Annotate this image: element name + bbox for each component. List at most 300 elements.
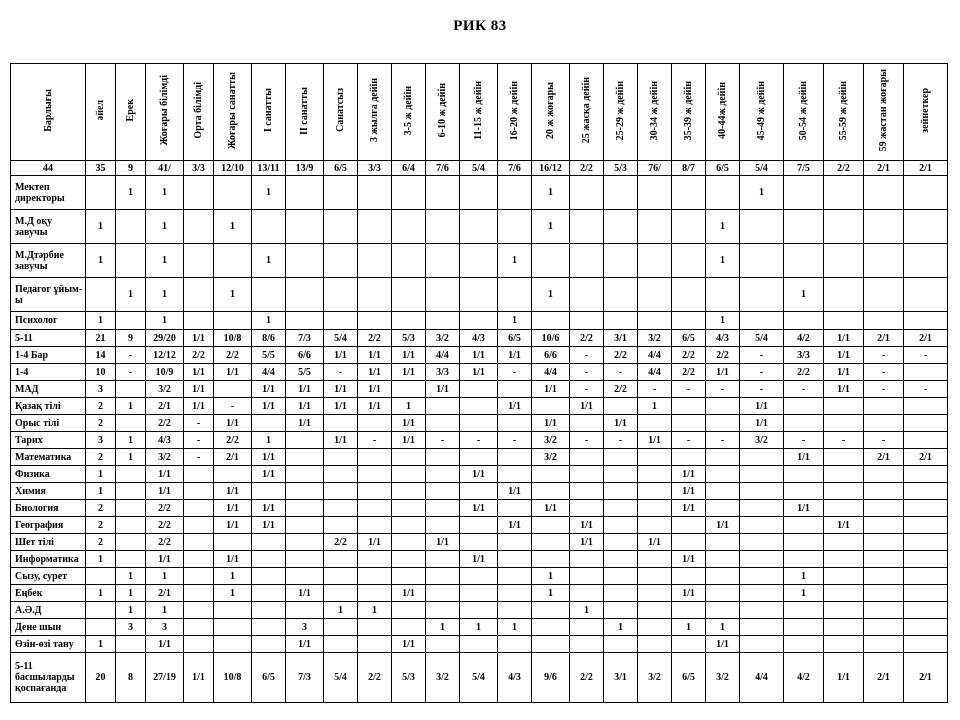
- table-cell: 1/1: [426, 534, 460, 551]
- table-cell: [498, 176, 532, 210]
- table-cell: 1/1: [214, 517, 252, 534]
- table-cell: [532, 551, 570, 568]
- table-cell: [392, 244, 426, 278]
- table-cell: [214, 381, 252, 398]
- table-cell: [740, 534, 784, 551]
- table-cell: 1/1: [324, 347, 358, 364]
- table-cell: [638, 551, 672, 568]
- table-cell: 1/1: [146, 636, 184, 653]
- column-header-label: Орта білімді: [193, 82, 204, 139]
- table-row: [11, 432, 948, 449]
- table-cell: 12/12: [146, 347, 184, 364]
- table-cell: [864, 500, 904, 517]
- table-cell: -: [706, 432, 740, 449]
- table-cell: [672, 210, 706, 244]
- table-cell: [784, 466, 824, 483]
- table-cell: 1/1: [824, 517, 864, 534]
- table-cell: [460, 312, 498, 330]
- table-cell: [252, 210, 286, 244]
- table-cell: 1: [214, 568, 252, 585]
- table-cell: [824, 278, 864, 312]
- table-cell: 2/2: [824, 161, 864, 176]
- table-cell: [460, 398, 498, 415]
- table-cell: 29/20: [146, 330, 184, 347]
- table-cell: 3/3: [426, 364, 460, 381]
- table-cell: [184, 278, 214, 312]
- table-cell: [824, 415, 864, 432]
- column-header-label: Ерек: [125, 99, 136, 122]
- column-header: [214, 64, 252, 161]
- column-header: [252, 64, 286, 161]
- table-cell: 2/2: [672, 347, 706, 364]
- table-cell: 1: [86, 585, 116, 602]
- table-cell: [498, 210, 532, 244]
- table-cell: [864, 602, 904, 619]
- table-cell: [324, 278, 358, 312]
- table-cell: [824, 585, 864, 602]
- row-label: Дене шын: [11, 619, 86, 636]
- table-cell: [426, 568, 460, 585]
- table-cell: [498, 278, 532, 312]
- table-cell: [116, 500, 146, 517]
- table-cell: 1: [116, 449, 146, 466]
- table-cell: [904, 398, 948, 415]
- table-cell: [784, 517, 824, 534]
- table-cell: 1/1: [252, 449, 286, 466]
- table-cell: 4/4: [740, 653, 784, 703]
- table-cell: [784, 244, 824, 278]
- table-cell: [426, 483, 460, 500]
- row-label: Информатика: [11, 551, 86, 568]
- table-cell: 3: [116, 619, 146, 636]
- table-cell: 1/1: [214, 500, 252, 517]
- table-cell: 1/1: [740, 415, 784, 432]
- table-cell: 1: [532, 210, 570, 244]
- table-cell: 7/3: [286, 653, 324, 703]
- table-cell: 1: [498, 244, 532, 278]
- column-header-label: 35-39 ж дейін: [683, 80, 694, 141]
- table-cell: [184, 244, 214, 278]
- table-cell: [864, 568, 904, 585]
- table-cell: [392, 210, 426, 244]
- table-cell: 1/1: [824, 364, 864, 381]
- table-cell: 2: [86, 449, 116, 466]
- table-cell: 1/1: [426, 381, 460, 398]
- table-cell: [570, 466, 604, 483]
- table-cell: [638, 517, 672, 534]
- table-cell: 8/6: [252, 330, 286, 347]
- table-cell: 1: [214, 585, 252, 602]
- table-cell: [672, 415, 706, 432]
- table-cell: [740, 500, 784, 517]
- table-cell: 1/1: [824, 653, 864, 703]
- table-cell: 2: [86, 517, 116, 534]
- table-cell: 7/5: [784, 161, 824, 176]
- table-cell: [864, 278, 904, 312]
- table-cell: 9: [116, 161, 146, 176]
- row-label: Химия: [11, 483, 86, 500]
- table-cell: 5/5: [286, 364, 324, 381]
- table-cell: [672, 602, 706, 619]
- table-cell: [116, 210, 146, 244]
- table-cell: [286, 517, 324, 534]
- table-cell: [824, 176, 864, 210]
- table-cell: [638, 312, 672, 330]
- table-cell: 1/1: [184, 381, 214, 398]
- table-cell: 1: [498, 619, 532, 636]
- table-cell: [706, 602, 740, 619]
- table-cell: [824, 500, 864, 517]
- table-cell: 1: [214, 210, 252, 244]
- table-cell: 27/19: [146, 653, 184, 703]
- table-cell: 2/2: [672, 364, 706, 381]
- column-header-label: ІІ санатты: [299, 86, 310, 135]
- table-cell: [672, 517, 706, 534]
- table-cell: 8/7: [672, 161, 706, 176]
- row-label: Физика: [11, 466, 86, 483]
- table-cell: -: [904, 381, 948, 398]
- table-cell: [116, 483, 146, 500]
- table-cell: [214, 619, 252, 636]
- column-header-label: Санатсыз: [335, 88, 346, 133]
- table-cell: [570, 483, 604, 500]
- table-cell: [184, 500, 214, 517]
- table-cell: [184, 551, 214, 568]
- row-label: 44: [11, 161, 86, 176]
- table-cell: [460, 636, 498, 653]
- table-cell: [638, 449, 672, 466]
- table-cell: 1/1: [358, 347, 392, 364]
- table-cell: 2/2: [570, 161, 604, 176]
- table-cell: 2/2: [214, 347, 252, 364]
- table-cell: 1/1: [214, 415, 252, 432]
- table-cell: 1/1: [392, 347, 426, 364]
- table-cell: [498, 449, 532, 466]
- table-cell: 1: [146, 602, 184, 619]
- table-cell: [784, 483, 824, 500]
- table-cell: [638, 619, 672, 636]
- table-cell: [324, 636, 358, 653]
- table-cell: 5/4: [740, 330, 784, 347]
- table-cell: 1: [116, 176, 146, 210]
- table-cell: 1/1: [460, 347, 498, 364]
- table-row: [11, 210, 948, 244]
- table-cell: 2/2: [706, 347, 740, 364]
- table-cell: [426, 636, 460, 653]
- table-cell: 1: [706, 312, 740, 330]
- table-cell: 1/1: [706, 364, 740, 381]
- column-header-label: 50-54 ж дейін: [798, 80, 809, 141]
- table-cell: [532, 244, 570, 278]
- table-cell: [214, 602, 252, 619]
- column-header: [604, 64, 638, 161]
- table-cell: [392, 517, 426, 534]
- column-header: [638, 64, 672, 161]
- table-cell: [904, 534, 948, 551]
- row-label: 1-4 Бар: [11, 347, 86, 364]
- table-cell: [358, 466, 392, 483]
- table-cell: 1/1: [358, 398, 392, 415]
- table-cell: 2: [86, 415, 116, 432]
- table-cell: [392, 176, 426, 210]
- table-cell: [532, 398, 570, 415]
- table-cell: 1: [86, 636, 116, 653]
- table-cell: [286, 312, 324, 330]
- table-row: [11, 244, 948, 278]
- table-cell: [784, 551, 824, 568]
- table-cell: 1/1: [460, 364, 498, 381]
- table-cell: 1: [498, 312, 532, 330]
- table-cell: 1/1: [184, 330, 214, 347]
- table-cell: [286, 500, 324, 517]
- table-cell: [358, 551, 392, 568]
- table-cell: 3/3: [784, 347, 824, 364]
- table-row: [11, 568, 948, 585]
- table-cell: 8: [116, 653, 146, 703]
- row-label: Биология: [11, 500, 86, 517]
- table-cell: -: [740, 364, 784, 381]
- table-cell: -: [570, 347, 604, 364]
- table-cell: [706, 534, 740, 551]
- table-cell: 2/1: [904, 330, 948, 347]
- table-cell: 6/6: [286, 347, 324, 364]
- table-cell: 1: [116, 278, 146, 312]
- table-cell: [784, 210, 824, 244]
- table-cell: 1/1: [146, 551, 184, 568]
- table-cell: [740, 517, 784, 534]
- table-cell: [904, 278, 948, 312]
- table-row: [11, 161, 948, 176]
- table-cell: [904, 500, 948, 517]
- table-cell: [184, 466, 214, 483]
- table-cell: 6/5: [672, 653, 706, 703]
- table-cell: 2/1: [146, 398, 184, 415]
- table-cell: [604, 278, 638, 312]
- table-cell: 16/12: [532, 161, 570, 176]
- table-cell: 1: [146, 568, 184, 585]
- table-cell: [706, 568, 740, 585]
- table-cell: [358, 585, 392, 602]
- table-cell: 2/1: [864, 653, 904, 703]
- row-label: А.Ә.Д: [11, 602, 86, 619]
- table-cell: 2: [86, 398, 116, 415]
- row-label: География: [11, 517, 86, 534]
- table-cell: [604, 636, 638, 653]
- table-cell: [86, 278, 116, 312]
- table-cell: [358, 483, 392, 500]
- table-cell: [86, 176, 116, 210]
- table-cell: [904, 466, 948, 483]
- table-cell: 1/1: [392, 364, 426, 381]
- table-cell: [214, 466, 252, 483]
- table-cell: -: [570, 381, 604, 398]
- table-cell: 5/4: [324, 653, 358, 703]
- table-cell: [784, 398, 824, 415]
- table-cell: 1: [532, 568, 570, 585]
- table-cell: 3: [86, 432, 116, 449]
- table-row: [11, 500, 948, 517]
- table-cell: [672, 398, 706, 415]
- table-cell: 10: [86, 364, 116, 381]
- table-cell: 1/1: [358, 534, 392, 551]
- table-cell: [252, 585, 286, 602]
- table-cell: -: [116, 347, 146, 364]
- table-cell: [324, 500, 358, 517]
- table-cell: [86, 568, 116, 585]
- table-cell: 2/1: [904, 161, 948, 176]
- table-cell: [904, 619, 948, 636]
- table-cell: 2/2: [146, 534, 184, 551]
- table-cell: [532, 534, 570, 551]
- table-cell: 1/1: [324, 398, 358, 415]
- table-cell: [214, 312, 252, 330]
- table-cell: [252, 415, 286, 432]
- table-cell: [824, 466, 864, 483]
- table-cell: [604, 449, 638, 466]
- table-cell: 1/1: [358, 364, 392, 381]
- table-cell: 1: [252, 432, 286, 449]
- table-cell: 1/1: [824, 347, 864, 364]
- table-cell: -: [824, 432, 864, 449]
- table-cell: [706, 176, 740, 210]
- table-cell: 1/1: [498, 398, 532, 415]
- table-cell: 1: [570, 602, 604, 619]
- table-cell: [426, 585, 460, 602]
- table-cell: [358, 278, 392, 312]
- table-cell: -: [570, 432, 604, 449]
- table-cell: -: [116, 364, 146, 381]
- row-label: Математика: [11, 449, 86, 466]
- table-cell: 2: [86, 500, 116, 517]
- table-cell: [498, 500, 532, 517]
- table-cell: 9/6: [532, 653, 570, 703]
- column-header: [740, 64, 784, 161]
- table-cell: -: [740, 347, 784, 364]
- table-cell: 1/1: [570, 517, 604, 534]
- table-cell: 1/1: [324, 381, 358, 398]
- table-header-row: [11, 64, 948, 161]
- table-cell: [324, 176, 358, 210]
- table-cell: 10/9: [146, 364, 184, 381]
- table-cell: [184, 619, 214, 636]
- table-cell: 1/1: [392, 415, 426, 432]
- table-cell: 10/8: [214, 330, 252, 347]
- column-header-label: 16-20 ж дейін: [509, 80, 520, 141]
- table-cell: 1: [146, 210, 184, 244]
- column-header: [672, 64, 706, 161]
- table-cell: [864, 244, 904, 278]
- table-cell: 1/1: [638, 534, 672, 551]
- table-cell: 1/1: [498, 347, 532, 364]
- table-cell: [426, 415, 460, 432]
- table-cell: 2/2: [214, 432, 252, 449]
- table-cell: 1/1: [532, 381, 570, 398]
- table-cell: [426, 500, 460, 517]
- table-cell: 5/3: [392, 330, 426, 347]
- table-cell: -: [570, 364, 604, 381]
- table-cell: [324, 466, 358, 483]
- table-cell: [426, 176, 460, 210]
- table-cell: [638, 210, 672, 244]
- row-label: 5-11: [11, 330, 86, 347]
- table-cell: [392, 381, 426, 398]
- table-cell: [460, 415, 498, 432]
- table-cell: 1/1: [460, 500, 498, 517]
- column-header: [570, 64, 604, 161]
- table-cell: 1/1: [214, 551, 252, 568]
- table-cell: [184, 568, 214, 585]
- table-cell: [904, 415, 948, 432]
- table-cell: [324, 517, 358, 534]
- table-cell: [358, 449, 392, 466]
- table-cell: 1: [146, 278, 184, 312]
- table-cell: [184, 585, 214, 602]
- page-title: РИК 83: [453, 18, 507, 34]
- table-cell: 1/1: [532, 500, 570, 517]
- table-cell: [460, 585, 498, 602]
- table-cell: 3/1: [604, 330, 638, 347]
- table-cell: [116, 381, 146, 398]
- column-header-label: әйел: [95, 100, 106, 121]
- table-cell: -: [740, 381, 784, 398]
- table-row: [11, 398, 948, 415]
- table-cell: 1/1: [214, 364, 252, 381]
- table-cell: [904, 176, 948, 210]
- table-cell: [570, 244, 604, 278]
- table-row: [11, 449, 948, 466]
- table-cell: [184, 636, 214, 653]
- column-header-label: зейнеткер: [920, 88, 931, 133]
- table-cell: [498, 534, 532, 551]
- table-cell: 5/3: [392, 653, 426, 703]
- table-cell: -: [672, 432, 706, 449]
- table-cell: 1: [784, 585, 824, 602]
- table-cell: [706, 483, 740, 500]
- table-cell: [358, 210, 392, 244]
- table-cell: [864, 210, 904, 244]
- table-cell: [392, 551, 426, 568]
- table-cell: 3/2: [638, 330, 672, 347]
- table-cell: [286, 568, 324, 585]
- column-header: [11, 64, 86, 161]
- table-cell: 6/5: [706, 161, 740, 176]
- table-cell: 1: [532, 585, 570, 602]
- table-cell: 2/1: [864, 161, 904, 176]
- table-cell: [904, 602, 948, 619]
- table-cell: [904, 568, 948, 585]
- table-cell: [286, 551, 324, 568]
- table-cell: [740, 568, 784, 585]
- table-cell: -: [604, 432, 638, 449]
- table-cell: [570, 500, 604, 517]
- column-header-label: 6-10 ж дейін: [437, 83, 448, 138]
- table-row: [11, 381, 948, 398]
- table-cell: 5/4: [740, 161, 784, 176]
- table-cell: [252, 619, 286, 636]
- table-cell: [638, 585, 672, 602]
- table-cell: 2/2: [146, 500, 184, 517]
- table-cell: [252, 602, 286, 619]
- column-header-label: 55-59 ж дейін: [838, 80, 849, 141]
- table-cell: [184, 517, 214, 534]
- table-cell: [460, 210, 498, 244]
- table-cell: [324, 483, 358, 500]
- column-header: [426, 64, 460, 161]
- table-cell: 4/4: [638, 364, 672, 381]
- table-cell: [460, 568, 498, 585]
- table-cell: 2/2: [358, 330, 392, 347]
- table-cell: 4/4: [638, 347, 672, 364]
